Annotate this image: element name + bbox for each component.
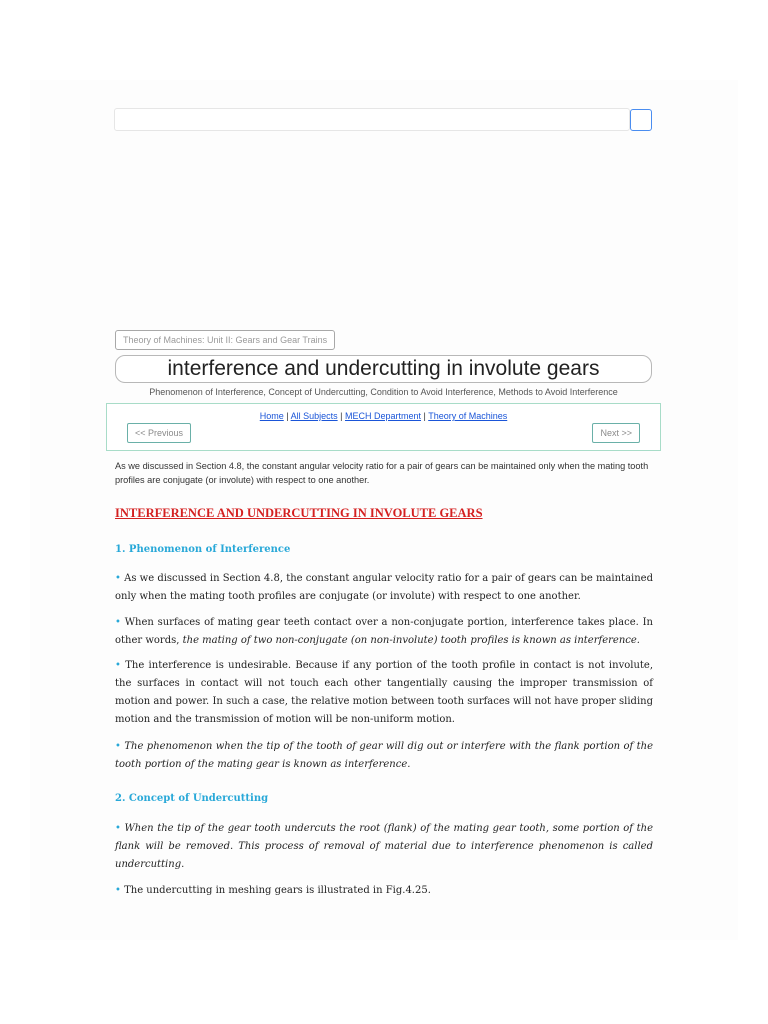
bullet-icon: • <box>115 885 121 896</box>
paragraph-3 <box>115 657 653 729</box>
previous-button[interactable]: << Previous <box>127 423 191 443</box>
page-subtitle: Phenomenon of Interference, Concept of Undercutting, Condition to Avoid Interference, Methods to Avoid Interference <box>149 387 618 397</box>
intro-text: As we discussed in Section 4.8, the constant angular velocity ratio for a pair of gears can be maintained only when the mating tooth profiles are conjugate (or involute) with respect to one another. <box>115 461 649 485</box>
paragraph-6-text: The undercutting in meshing gears is illustrated in Fig.4.25. <box>124 885 431 896</box>
paragraph-6 <box>115 882 653 900</box>
paragraph-2-text: When surfaces of mating gear teeth contact over a non-conjugate portion, interference takes place. In other words, <box>115 617 653 646</box>
search-button[interactable] <box>630 109 652 131</box>
breadcrumb-separator: | <box>337 411 345 421</box>
paragraph-4-text: The phenomenon when the tip of the tooth of gear will dig out or interfere with the flank portion of the tooth portion of the mating gear is known as interference. <box>115 741 653 770</box>
paragraph-5 <box>115 820 653 874</box>
breadcrumb-home-link[interactable]: Home <box>259 411 284 421</box>
breadcrumb <box>107 411 660 421</box>
breadcrumb-subject-link[interactable]: Theory of Machines <box>428 411 508 421</box>
paragraph-1-text: As we discussed in Section 4.8, the constant angular velocity ratio for a pair of gears can be maintained only when the mating tooth profiles are conjugate (or involute) with respect to one another. <box>115 573 653 602</box>
navigation-box <box>106 403 661 451</box>
section-heading: INTERFERENCE AND UNDERCUTTING IN INVOLUTE GEARS <box>115 506 483 520</box>
bullet-icon: • <box>115 741 121 752</box>
next-button[interactable]: Next >> <box>592 423 640 443</box>
breadcrumb-department-link[interactable]: MECH Department <box>344 411 422 421</box>
paragraph-3-text: The interference is undesirable. Because if any portion of the tooth profile in contact is not involute, the surfaces in contact will not touch each other tangentially causing the improper transmission of motion and power. In such a case, the relative motion between tooth surfaces will not have proper sliding motion and the transmission of motion will be non-uniform motion. <box>115 660 653 725</box>
bullet-icon: • <box>115 660 121 671</box>
breadcrumb-separator: | <box>421 411 429 421</box>
bullet-icon: • <box>115 617 121 628</box>
breadcrumb-all-subjects-link[interactable]: All Subjects <box>290 411 338 421</box>
paragraph-5-text: When the tip of the gear tooth undercuts the root (flank) of the mating gear tooth, some portion of the flank will be removed. This process of removal of material due to interference phenomenon is called undercutting. <box>115 823 653 870</box>
page-title: interference and undercutting in involute gears <box>115 355 652 383</box>
paragraph-2-italic-text: the mating of two non-conjugate (on non-involute) tooth profiles is known as interference. <box>182 635 640 646</box>
paragraph-2 <box>115 614 653 650</box>
heading-phenomenon-of-interference: 1. Phenomenon of Interference <box>115 544 291 555</box>
bullet-icon: • <box>115 573 121 584</box>
bullet-icon: • <box>115 823 121 834</box>
heading-concept-of-undercutting: 2. Concept of Undercutting <box>115 793 269 804</box>
search-input[interactable] <box>114 108 630 131</box>
breadcrumb-separator: | <box>283 411 291 421</box>
unit-tag[interactable]: Theory of Machines: Unit II: Gears and Gear Trains <box>115 330 335 350</box>
paragraph-1 <box>115 570 653 606</box>
paragraph-4 <box>115 738 653 774</box>
